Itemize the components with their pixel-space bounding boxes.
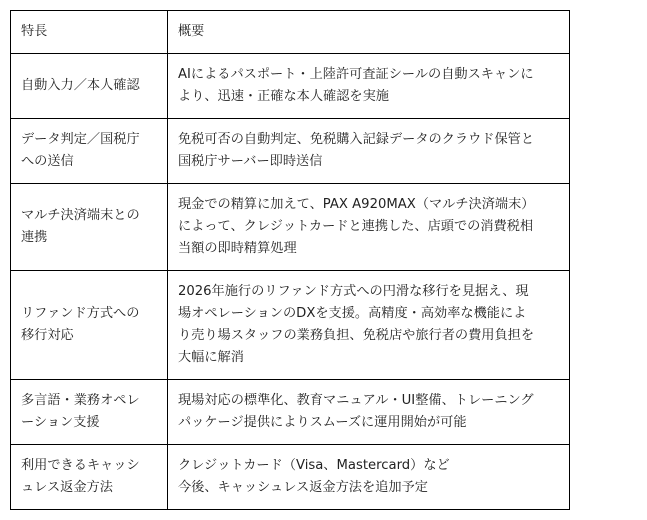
summary-text: 2026年施行のリファンド方式への円滑な移行を見据え、現 [178, 284, 529, 299]
feature-cell [11, 119, 168, 184]
feature-text: 多言語・業務オペレ [21, 393, 140, 408]
summary-text: パッケージ提供によりスムーズに運用開始が可能 [178, 415, 467, 430]
feature-text: 移行対応 [21, 328, 74, 343]
table-row [11, 119, 570, 184]
table-row [11, 184, 570, 271]
summary-text: AIによるパスポート・上陸許可査証シールの自動スキャンに [178, 67, 534, 82]
header-feature: 特長 [11, 11, 168, 54]
summary-cell [168, 119, 570, 184]
table-row [11, 54, 570, 119]
table-header-row [11, 11, 570, 54]
feature-text: 利用できるキャッシ [21, 458, 140, 473]
feature-cell [11, 380, 168, 445]
summary-text: 場オペレーションのDXを支援。高精度・高効率な機能によ [178, 306, 527, 321]
summary-text: 現金での精算に加えて、PAX A920MAX（マルチ決済端末） [178, 197, 535, 212]
summary-text: 免税可否の自動判定、免税購入記録データのクラウド保管と [178, 132, 535, 147]
feature-table [10, 10, 570, 510]
header-summary: 概要 [168, 11, 570, 54]
feature-table-container [10, 10, 570, 510]
feature-text: リファンド方式への [21, 306, 140, 321]
summary-cell [168, 184, 570, 271]
summary-text: より、迅速・正確な本人確認を実施 [178, 89, 389, 104]
summary-text: クレジットカード（Visa、Mastercard）など [178, 458, 450, 473]
feature-text: 自動入力／本人確認 [21, 78, 140, 93]
summary-text: 今後、キャッシュレス返金方法を追加予定 [178, 480, 428, 495]
feature-text: への送信 [21, 154, 74, 169]
summary-cell [168, 445, 570, 510]
summary-cell [168, 271, 570, 380]
table-row [11, 380, 570, 445]
summary-text: 国税庁サーバー即時送信 [178, 154, 323, 169]
summary-text: 現場対応の標準化、教育マニュアル・UI整備、トレーニング [178, 393, 534, 408]
summary-cell [168, 380, 570, 445]
feature-text: ュレス返金方法 [21, 480, 113, 495]
feature-text: ーション支援 [21, 415, 100, 430]
feature-cell [11, 54, 168, 119]
summary-text: 当額の即時精算処理 [178, 241, 297, 256]
feature-cell [11, 184, 168, 271]
summary-text: り売り場スタッフの業務負担、免税店や旅行者の費用負担を [178, 328, 535, 343]
feature-cell [11, 445, 168, 510]
table-row [11, 271, 570, 380]
table-body [11, 54, 570, 510]
summary-cell [168, 54, 570, 119]
feature-text: データ判定／国税庁 [21, 132, 140, 147]
summary-text: 大幅に解消 [178, 350, 244, 365]
feature-text: マルチ決済端末との [21, 208, 140, 223]
feature-cell [11, 271, 168, 380]
summary-text: によって、クレジットカードと連携した、店頭での消費税相 [178, 219, 534, 234]
feature-text: 連携 [21, 230, 48, 245]
table-row [11, 445, 570, 510]
